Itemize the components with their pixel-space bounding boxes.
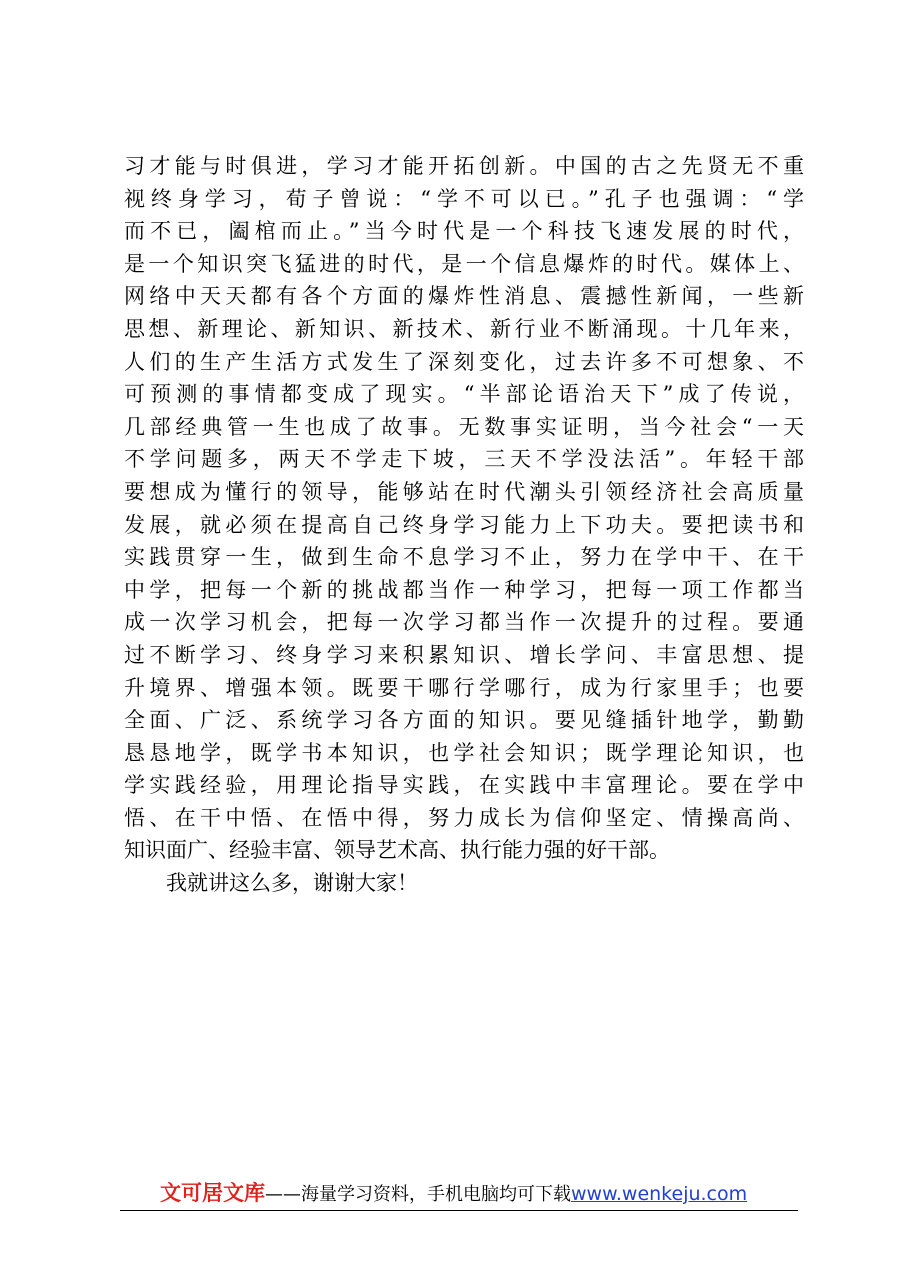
- text-line: 升境界、增强本领。既要干哪行学哪行，成为行家里手；也要: [124, 675, 804, 700]
- footer-line: [160, 1182, 747, 1206]
- text-line: 发展，就必须在提高自己终身学习能力上下功夫。要把读书和: [124, 512, 804, 537]
- text-line: 人们的生产生活方式发生了深刻变化，过去许多不可想象、不: [124, 349, 804, 374]
- text-line: 习才能与时俱进，学习才能开拓创新。中国的古之先贤无不重: [124, 154, 804, 178]
- text-line: 不学问题多，两天不学走下坡，三天不学没法活”。年轻干部: [124, 447, 804, 472]
- text-line: 恳恳地学，既学书本知识，也学社会知识；既学理论知识，也: [124, 740, 804, 765]
- text-line: 要想成为懂行的领导，能够站在时代潮头引领经济社会高质量: [124, 479, 804, 504]
- text-line: 网络中天天都有各个方面的爆炸性消息、震撼性新闻，一些新: [124, 284, 804, 309]
- text-line: 实践贯穿一生，做到生命不息学习不止，努力在学中干、在干: [124, 545, 804, 570]
- text-line: 学实践经验，用理论指导实践，在实践中丰富理论。要在学中: [124, 773, 804, 798]
- footer-dash: ——: [265, 1184, 301, 1205]
- footer-brand: 文可居文库: [160, 1181, 265, 1205]
- footer-banner: [120, 1176, 798, 1211]
- footer-slogan: 海量学习资料，手机电脑均可下载: [301, 1184, 571, 1205]
- text-line: 是一个知识突飞猛进的时代，是一个信息爆炸的时代。媒体上、: [124, 251, 804, 276]
- text-line: 而不已，阖棺而止。”当今时代是一个科技飞速发展的时代，: [124, 219, 804, 244]
- footer-url-link[interactable]: www.wenkeju.com: [571, 1183, 748, 1205]
- text-line: 全面、广泛、系统学习各方面的知识。要见缝插针地学，勤勤: [124, 708, 804, 733]
- body-text: [124, 150, 804, 900]
- text-line: 中学，把每一个新的挑战都当作一种学习，把每一项工作都当: [124, 577, 804, 602]
- closing-line: 我就讲这么多，谢谢大家！: [166, 871, 418, 896]
- text-line: 视终身学习，荀子曾说：“学不可以已。”孔子也强调：“学: [124, 186, 804, 211]
- text-line: 几部经典管一生也成了故事。无数事实证明，当今社会“一天: [124, 414, 804, 439]
- text-line: 知识面广、经验丰富、领导艺术高、执行能力强的好干部。: [124, 838, 670, 863]
- text-line: 悟、在干中悟、在悟中得，努力成长为信仰坚定、情操高尚、: [124, 805, 804, 830]
- text-line: 可预测的事情都变成了现实。“半部论语治天下”成了传说，: [124, 382, 804, 407]
- text-line: 思想、新理论、新知识、新技术、新行业不断涌现。十几年来，: [124, 316, 804, 341]
- text-line: 成一次学习机会，把每一次学习都当作一次提升的过程。要通: [124, 610, 804, 635]
- text-line: 过不断学习、终身学习来积累知识、增长学问、丰富思想、提: [124, 642, 804, 667]
